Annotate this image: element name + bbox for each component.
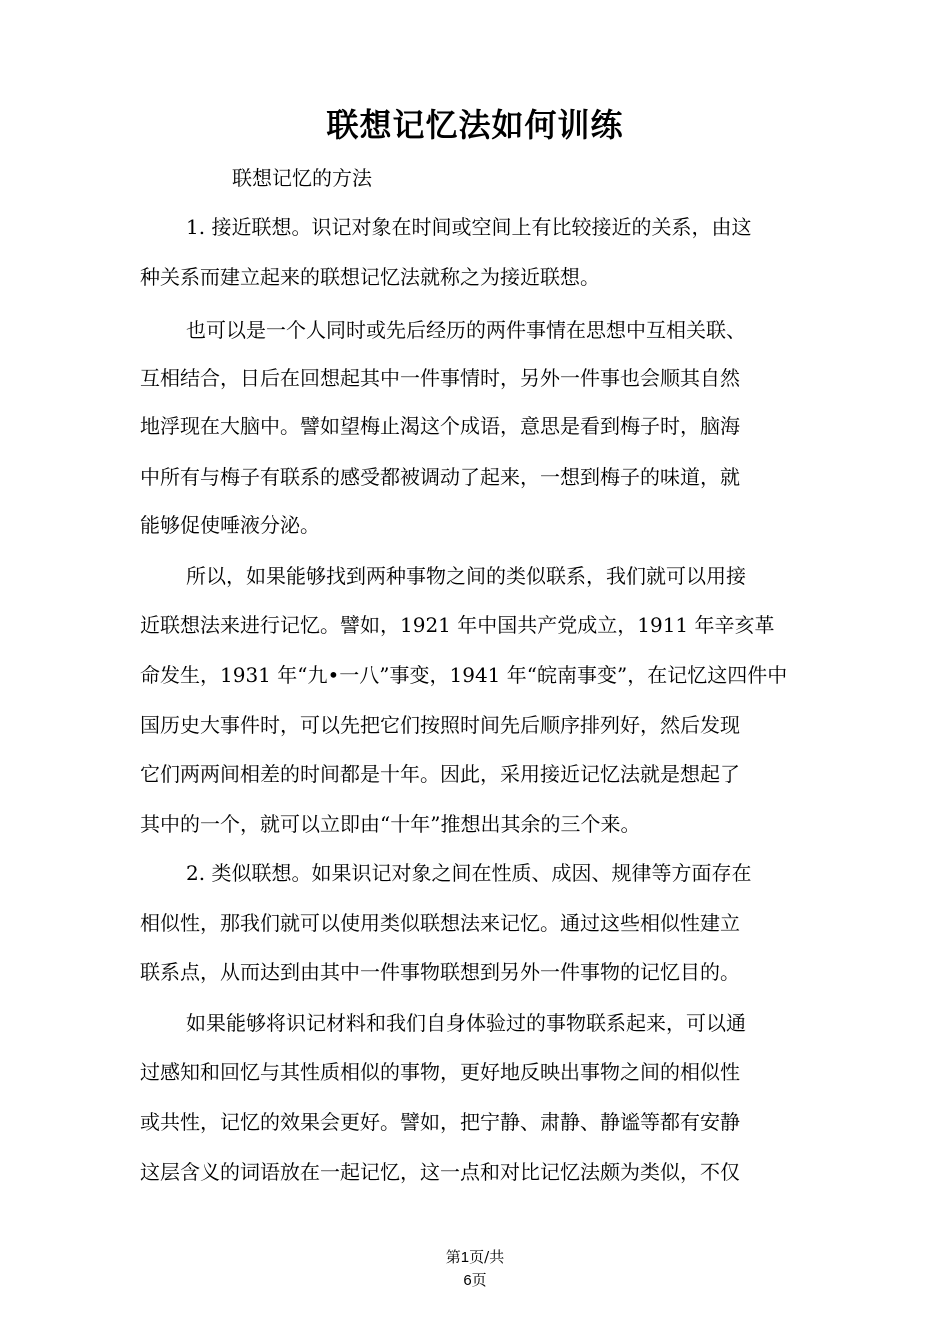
- body-line: 中所有与梅子有联系的感受都被调动了起来，一想到梅子的味道，就: [140, 465, 740, 489]
- body-line: 过感知和回忆与其性质相似的事物，更好地反映出事物之间的相似性: [140, 1060, 740, 1084]
- page-prefix: 第: [445, 1248, 461, 1266]
- body-line: 相似性，那我们就可以使用类似联想法来记忆。通过这些相似性建立: [140, 911, 740, 935]
- document-title: 联想记忆法如何训练: [326, 106, 624, 144]
- page-footer: [0, 1246, 950, 1292]
- body-line: 地浮现在大脑中。譬如望梅止渴这个成语，意思是看到梅子时，脑海: [140, 414, 740, 438]
- body-line: 联系点，从而达到由其中一件事物联想到另外一件事物的记忆目的。: [140, 960, 740, 984]
- page-counter-line-1: [0, 1246, 950, 1269]
- page-middle: 页/共: [469, 1248, 505, 1266]
- document-subtitle: 联想记忆的方法: [232, 166, 372, 190]
- body-line: 种关系而建立起来的联想记忆法就称之为接近联想。: [140, 265, 600, 289]
- body-line: 1. 接近联想。识记对象在时间或空间上有比较接近的关系，由这: [186, 215, 752, 239]
- body-line: 2. 类似联想。如果识记对象之间在性质、成因、规律等方面存在: [186, 861, 752, 885]
- body-line: 互相结合，日后在回想起其中一件事情时，另外一件事也会顺其自然: [140, 366, 740, 390]
- body-line: 国历史大事件时，可以先把它们按照时间先后顺序排列好，然后发现: [140, 713, 740, 737]
- body-line: 或共性，记忆的效果会更好。譬如，把宁静、肃静、静谧等都有安静: [140, 1110, 740, 1134]
- page-counter-line-2: [0, 1269, 950, 1292]
- body-line: 它们两两间相差的时间都是十年。因此，采用接近记忆法就是想起了: [140, 762, 740, 786]
- page-suffix: 页: [471, 1271, 487, 1289]
- current-page-number: 1: [460, 1249, 470, 1266]
- body-line: 近联想法来进行记忆。譬如，1921 年中国共产党成立，1911 年辛亥革: [140, 613, 775, 637]
- body-line: 这层含义的词语放在一起记忆，这一点和对比记忆法颇为类似，不仅: [140, 1160, 740, 1184]
- body-line: 能够促使唾液分泌。: [140, 513, 320, 537]
- body-line: 命发生，1931 年“九•一八”事变，1941 年“皖南事变”，在记忆这四件中: [140, 663, 788, 687]
- body-line: 其中的一个，就可以立即由“十年”推想出其余的三个来。: [140, 812, 641, 836]
- total-page-number: 6: [463, 1272, 472, 1289]
- body-line: 所以，如果能够找到两种事物之间的类似联系，我们就可以用接: [186, 564, 746, 588]
- body-line: 如果能够将识记材料和我们自身体验过的事物联系起来，可以通: [186, 1011, 746, 1035]
- body-line: 也可以是一个人同时或先后经历的两件事情在思想中互相关联、: [186, 318, 746, 342]
